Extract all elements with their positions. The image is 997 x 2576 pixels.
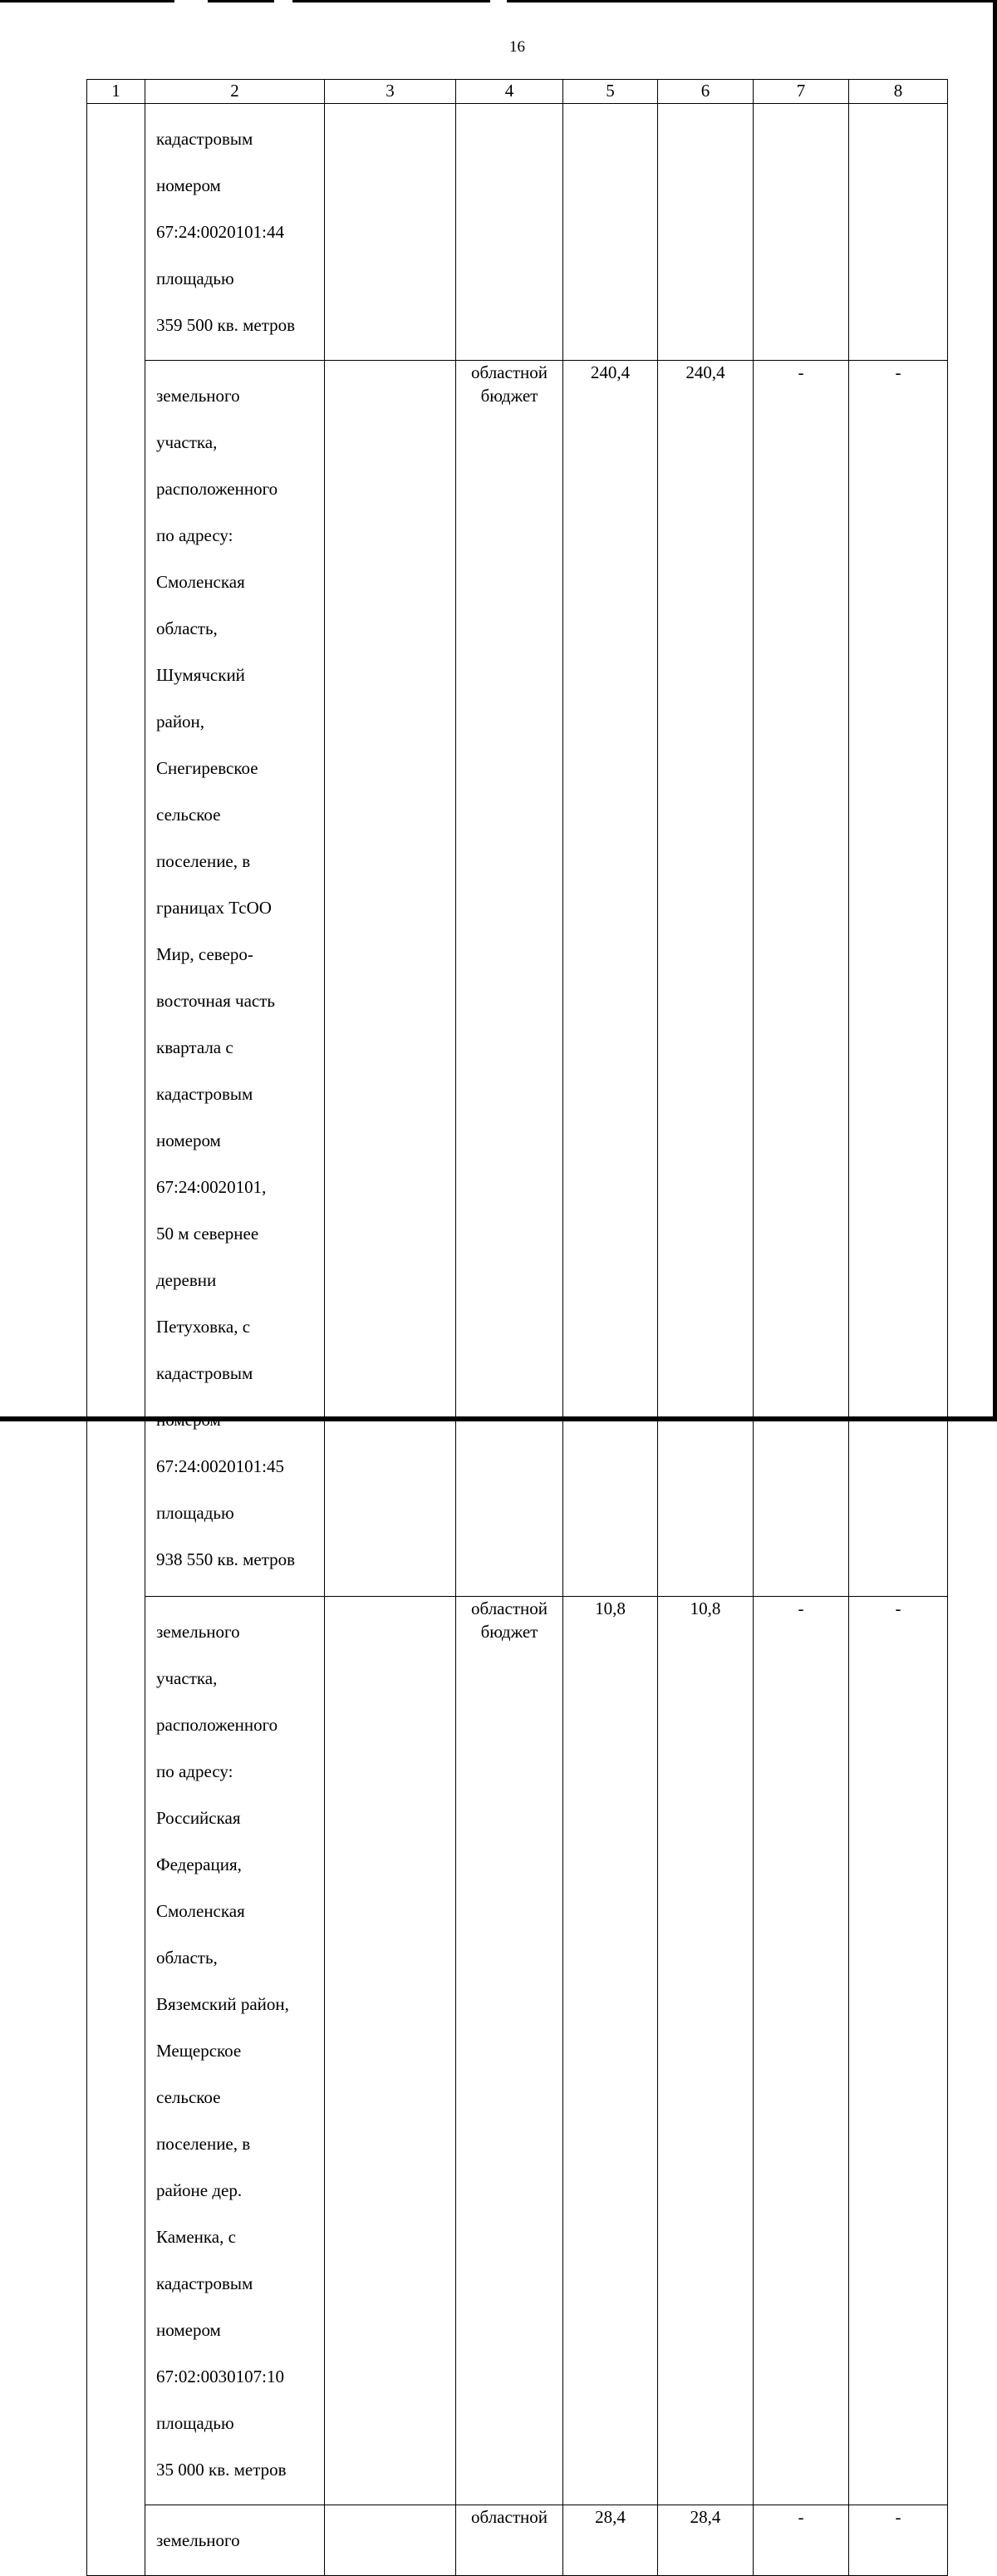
value-col8: - [849, 361, 948, 1597]
value-col5: 240,4 [563, 361, 658, 1597]
value-col7: - [754, 361, 849, 1597]
text-line: районе дер. [156, 2180, 243, 2200]
text-line: 50 м севернее [156, 1224, 259, 1244]
text-line: участка, [156, 432, 218, 452]
header-cell: 4 [456, 80, 563, 104]
source-cell: областной бюджет [456, 1597, 563, 2505]
text-line: Петуховка, с [156, 1317, 251, 1337]
text-line: номером [156, 1130, 221, 1150]
description-text [145, 104, 324, 360]
table-row [87, 361, 948, 1597]
text-line: Вяземский район, [156, 1994, 289, 2014]
text-line: Федерация, [156, 1854, 242, 1874]
value-col6: 10,8 [658, 1597, 754, 2505]
text-line: восточная часть [156, 991, 275, 1011]
text-line: поселение, в [156, 2134, 251, 2154]
value-col8 [849, 104, 948, 361]
value-col5: 28,4 [563, 2505, 658, 2576]
text-line: 67:24:0020101:45 [156, 1456, 285, 1476]
header-cell: 6 [658, 80, 754, 104]
source-cell: областной бюджет [456, 361, 563, 1597]
text-line: Мещерское [156, 2041, 242, 2061]
row-number-cell [87, 361, 145, 1597]
row-number-cell [87, 104, 145, 361]
header-cell: 1 [87, 80, 145, 104]
data-table [86, 79, 948, 2576]
text-line: район, [156, 712, 205, 731]
text-line: кадастровым [156, 129, 253, 149]
text-line: 67:24:0020101:44 [156, 222, 285, 242]
text-line: Российская [156, 1808, 241, 1828]
text-line: Шумячский [156, 665, 245, 685]
text-line: по адресу: [156, 525, 233, 545]
text-line: земельного [156, 1622, 240, 1642]
text-line: Каменка, с [156, 2227, 236, 2247]
header-cell: 5 [563, 80, 658, 104]
text-line: площадью [156, 1503, 234, 1523]
row-number-cell [87, 1597, 145, 2505]
table-row [87, 104, 948, 361]
text-line: квартала с [156, 1037, 233, 1057]
text-line: сельское [156, 2087, 221, 2107]
text-line: 938 550 кв. метров [156, 1549, 296, 1569]
text-line: земельного [156, 386, 240, 406]
value-col8: - [849, 2505, 948, 2576]
table-row [87, 2505, 948, 2576]
source-cell: областной [456, 2505, 563, 2576]
header-cell: 7 [754, 80, 849, 104]
header-cell: 8 [849, 80, 948, 104]
col3-cell [325, 1597, 456, 2505]
text-line: Смоленская [156, 572, 245, 592]
text-line: номером [156, 2320, 221, 2340]
text-line: 35 000 кв. метров [156, 2460, 287, 2480]
text-line: 359 500 кв. метров [156, 315, 296, 335]
text-line: сельское [156, 805, 221, 825]
value-col5 [563, 104, 658, 361]
col3-cell [325, 104, 456, 361]
row-number-cell [87, 2505, 145, 2576]
text-line: область, [156, 1948, 218, 1968]
col3-cell [325, 361, 456, 1597]
value-col6: 240,4 [658, 361, 754, 1597]
description-text [145, 361, 324, 1596]
description-cell [145, 2505, 325, 2576]
text-line: Смоленская [156, 1901, 245, 1921]
description-text [145, 1597, 324, 2505]
text-line: Мир, северо- [156, 944, 253, 964]
header-row [87, 80, 948, 104]
text-line: по адресу: [156, 1761, 233, 1781]
text-line: кадастровым [156, 1084, 253, 1104]
text-line: 67:24:0020101, [156, 1177, 267, 1197]
text-line: участка, [156, 1668, 218, 1688]
value-col7: - [754, 1597, 849, 2505]
page-number: 16 [509, 38, 525, 56]
value-col7 [754, 104, 849, 361]
text-line: кадастровым [156, 1363, 253, 1383]
header-cell: 2 [145, 80, 325, 104]
scan-artifact-top [0, 0, 997, 2]
text-line: область, [156, 618, 218, 638]
header-cell: 3 [325, 80, 456, 104]
scan-artifact-right [993, 0, 997, 1421]
text-line: Снегиревское [156, 758, 258, 778]
description-cell [145, 1597, 325, 2505]
description-text [145, 2505, 324, 2575]
value-col8: - [849, 1597, 948, 2505]
value-col5: 10,8 [563, 1597, 658, 2505]
text-line: земельного [156, 2530, 240, 2550]
text-line: поселение, в [156, 851, 251, 871]
text-line: номером [156, 175, 221, 195]
description-cell [145, 104, 325, 361]
text-line: кадастровым [156, 2273, 253, 2293]
description-cell [145, 361, 325, 1597]
value-col7: - [754, 2505, 849, 2576]
text-line: расположенного [156, 1715, 278, 1735]
table-row [87, 1597, 948, 2505]
text-line: 67:02:0030107:10 [156, 2367, 285, 2386]
value-col6: 28,4 [658, 2505, 754, 2576]
source-cell [456, 104, 563, 361]
text-line: площадью [156, 2413, 234, 2433]
value-col6 [658, 104, 754, 361]
text-line: деревни [156, 1270, 217, 1290]
text-line: расположенного [156, 479, 278, 499]
col3-cell [325, 2505, 456, 2576]
text-line: номером [156, 1410, 221, 1430]
text-line: границах ТсОО [156, 898, 272, 918]
text-line: площадью [156, 268, 234, 288]
